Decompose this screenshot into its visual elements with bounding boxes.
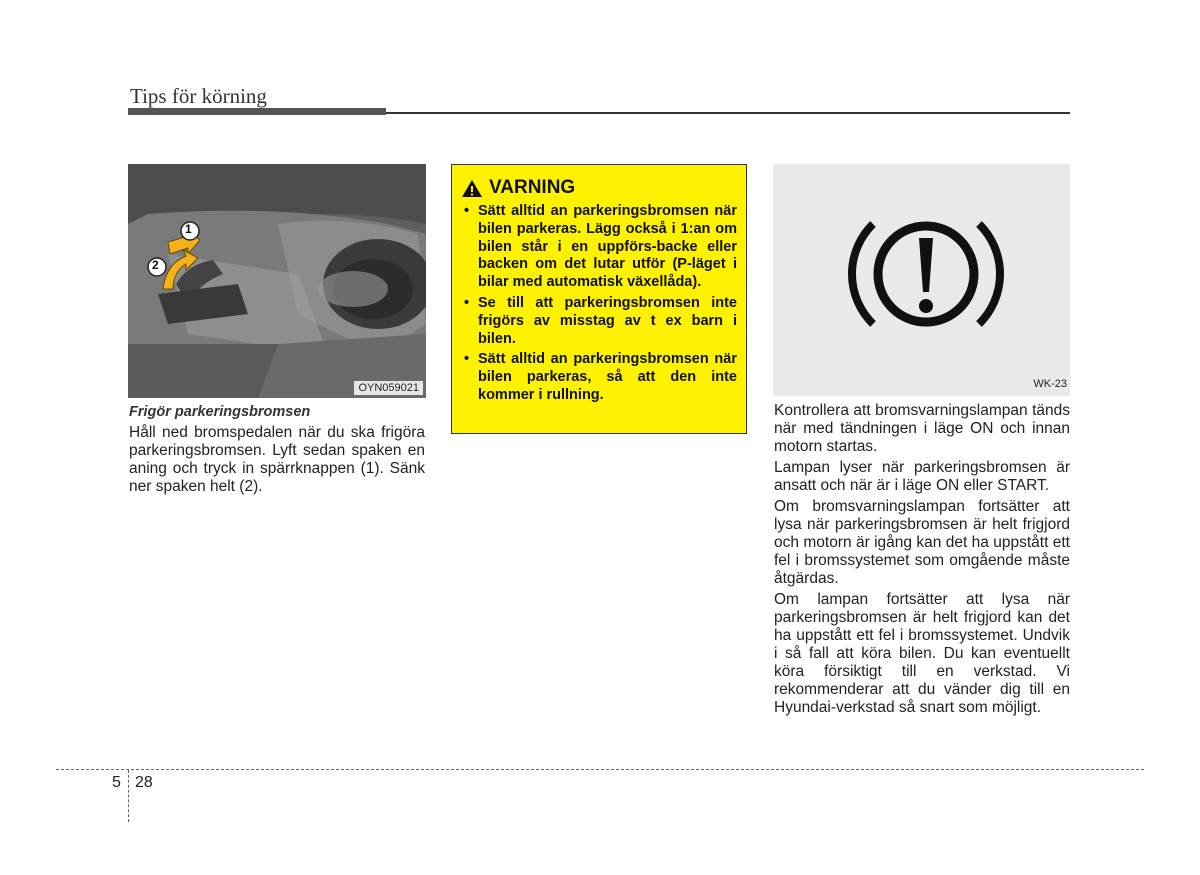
figure-code: WK-23 — [1033, 378, 1067, 390]
page-number: 28 — [135, 774, 153, 791]
warning-box — [451, 164, 747, 434]
left-paragraph: Håll ned bromspedalen när du ska frigöra parkeringsbromsen. Lyft sedan spaken en aning och tryck in spärrknappen (1). Sänk ner spaken helt (2). — [129, 424, 425, 495]
parking-brake-illustration — [128, 164, 426, 398]
parking-brake-photo — [128, 164, 426, 398]
paragraph: Om lampan fortsätter att lysa när parkeringsbromsen är helt frigjord kan det ha uppstått ett fel i bromssystemet. Undvik i så fall att köra bilen. Du kan eventuellt köra försiktigt till en verkstad. Vi rekommenderar att du vänder dig till en Hyundai-verkstad så snart som möjligt. — [774, 591, 1070, 716]
warning-item-text: Sätt alltid an parkeringsbromsen när bilen parkeras, så att den inte kommer i rullning. — [478, 351, 737, 403]
header-rule-accent — [128, 108, 386, 115]
paragraph: Kontrollera att bromsvarningslampan tänds när med tändningen i läge ON och innan motorn startas. — [774, 402, 1070, 455]
chapter-number: 5 — [112, 774, 121, 791]
warning-title: VARNING — [489, 177, 576, 198]
footer-rule — [56, 769, 1144, 770]
figure-code: OYN059021 — [354, 381, 423, 395]
marker-1-label: 1 — [185, 222, 192, 236]
warning-triangle-icon — [461, 179, 483, 198]
warning-item: • Sätt alltid an parkeringsbromsen när bilen parkeras. Lägg också i 1:an om bilen står i en uppförs-backe eller backen om det lutar utför (P-läget i bilar med automatisk växellåda). — [464, 203, 737, 291]
brake-warning-icon — [773, 164, 1070, 396]
warning-item-text: Sätt alltid an parkeringsbromsen när bilen parkeras. Lägg också i 1:an om bilen står i en uppförs-backe eller backen om det lutar utför (P-läget i bilar med automatisk växellåda). — [478, 203, 737, 291]
figure-caption: Frigör parkeringsbromsen — [129, 404, 311, 420]
footer-separator — [128, 770, 129, 822]
brake-warning-figure — [773, 164, 1070, 396]
page-header-title: Tips för körning — [130, 84, 267, 108]
paragraph: Lampan lyser när parkeringsbromsen är ansatt och när är i läge ON eller START. — [774, 459, 1070, 494]
warning-list — [461, 203, 737, 405]
right-column — [774, 402, 1070, 720]
marker-2-label: 2 — [152, 258, 159, 272]
paragraph: Om bromsvarningslampan fortsätter att lysa när parkeringsbromsen är helt frigjord och motorn är igång kan det ha uppstått ett fel i bromssystemet som omgående måste åtgärdas. — [774, 498, 1070, 587]
warning-item: • Sätt alltid an parkeringsbromsen när bilen parkeras, så att den inte kommer i rullning. — [464, 351, 737, 403]
warning-header — [461, 177, 737, 199]
warning-item-text: Se till att parkeringsbromsen inte frigörs av misstag av t ex barn i bilen. — [478, 294, 737, 347]
warning-item: • Se till att parkeringsbromsen inte frigörs av misstag av t ex barn i bilen. — [464, 294, 737, 347]
